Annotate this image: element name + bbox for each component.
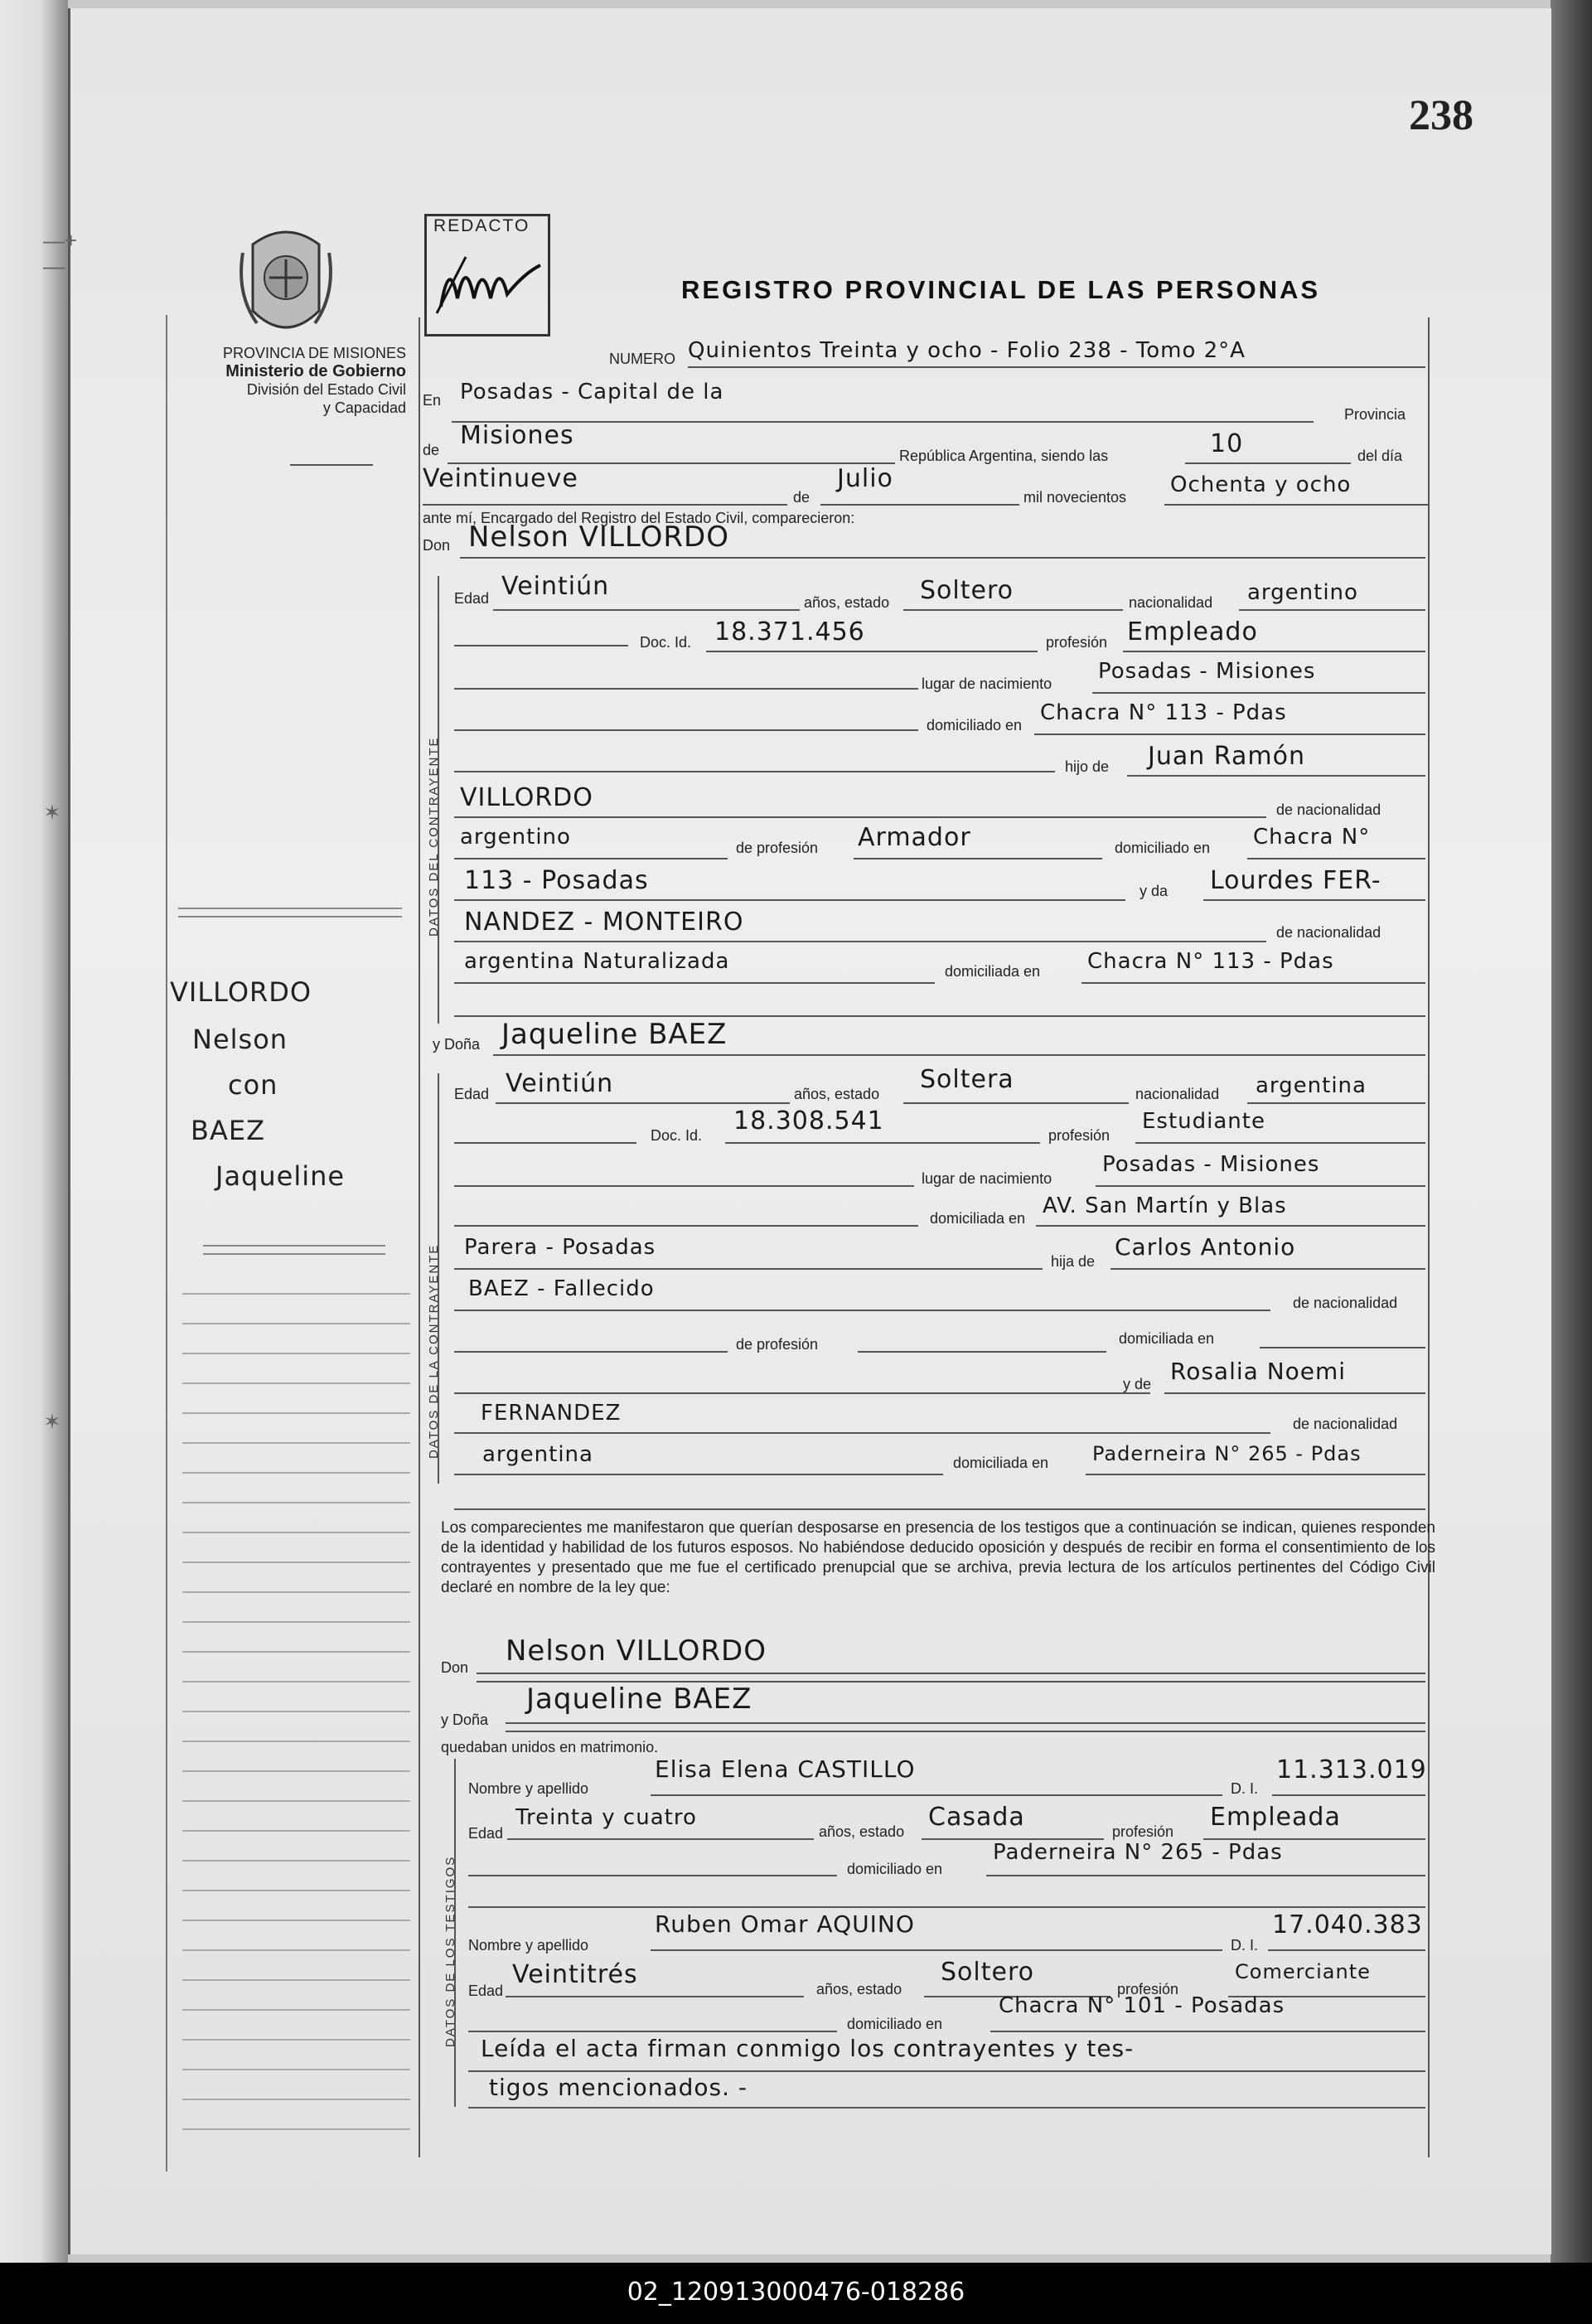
- field-line: [725, 1142, 1040, 1144]
- field-line: [454, 816, 1266, 818]
- field-line: [454, 1508, 1425, 1510]
- padre-surname-2: BAEZ - Fallecido: [468, 1276, 655, 1301]
- declaration-paragraph: Los comparecientes me manifestaron que querían desposarse en presencia de los testigos que a continuación se indican, quienes responden de la identidad y habilidad de los futuros esposos. No habiéndose deducido oposición y después de recibir en forma el consentimiento de los contrayentes y presentado que me fue el certificado prenupcial que se archiva, previa lectura de los artículos pertinentes del Código Civil declaré en nombre de la ley que:: [441, 1519, 1435, 1596]
- field-line: [903, 1102, 1129, 1104]
- margin-rule: [182, 1472, 410, 1474]
- margin-rule: [182, 1920, 410, 1921]
- margin-rule: [182, 1949, 410, 1951]
- division-label: División del Estado Civil: [246, 381, 406, 398]
- republica-label: República Argentina, siendo las: [899, 448, 1109, 464]
- madre-dom-value: Chacra N° 113 - Pdas: [1087, 949, 1334, 974]
- margin-rule: [182, 1502, 410, 1503]
- edad-value: Veintiún: [501, 572, 610, 601]
- estado-label-2: años, estado: [794, 1086, 880, 1102]
- domiciliado-label: domiciliado en: [1115, 840, 1211, 856]
- margin-rule: [182, 1353, 410, 1354]
- left-page-edge: [0, 0, 68, 2263]
- provincia-label: Provincia: [1344, 406, 1406, 423]
- field-line: [1036, 1225, 1425, 1227]
- nacionalidad-value: argentino: [1247, 580, 1358, 605]
- margin-surname: VILLORDO: [170, 976, 312, 1008]
- domiciliada-label-2: domiciliada en: [1119, 1330, 1215, 1347]
- field-line: [1092, 692, 1425, 694]
- de-profesion-label-2: de profesión: [736, 1336, 819, 1353]
- edad-label-2: Edad: [454, 1086, 490, 1102]
- field-line: [454, 1432, 1270, 1434]
- domiciliada-label-3: domiciliada en: [953, 1455, 1049, 1471]
- field-line: [1135, 1142, 1425, 1144]
- lugar-label: lugar de nacimiento: [922, 675, 1052, 692]
- field-line: [454, 1474, 943, 1475]
- madre-value-2: Rosalia Noemi: [1170, 1358, 1347, 1385]
- edad-value-2: Veintiún: [506, 1069, 614, 1098]
- field-line: [1247, 858, 1425, 859]
- t2-nombre-value: Ruben Omar AQUINO: [655, 1910, 915, 1938]
- field-line: [454, 982, 935, 984]
- field-line: [1239, 609, 1425, 611]
- t1-prof-value: Empleada: [1210, 1803, 1341, 1832]
- margin-surname-2: BAEZ: [191, 1115, 265, 1146]
- margin-rule: [182, 2099, 410, 2100]
- profesion-label: profesión: [1046, 634, 1108, 651]
- field-line: [454, 1310, 1270, 1311]
- margin-rule: [182, 1770, 410, 1772]
- dona-value: Jaqueline BAEZ: [501, 1018, 728, 1051]
- margin-rule: [182, 1621, 410, 1623]
- t2-dom-label: domiciliado en: [847, 2016, 943, 2032]
- de2-label: de: [793, 489, 811, 506]
- field-line: [493, 609, 800, 611]
- t1-edad-value: Treinta y cuatro: [515, 1805, 697, 1830]
- doc-value: 18.371.456: [714, 617, 865, 646]
- field-line: [454, 771, 1055, 772]
- dona-label-2: y Doña: [441, 1712, 489, 1728]
- field-line: [688, 366, 1425, 368]
- margin-column: [166, 315, 414, 2171]
- de-label: de: [423, 442, 440, 458]
- field-line: [1260, 1347, 1425, 1348]
- nacionalidad-value-2: argentina: [1256, 1073, 1367, 1098]
- domicilio-value-2: AV. San Martín y Blas: [1043, 1193, 1287, 1218]
- madre-surname-2: FERNANDEZ: [481, 1401, 622, 1426]
- contrayenta-section-label: DATOS DE LA CONTRAYENTE: [427, 1243, 441, 1459]
- field-line: [454, 1268, 1043, 1270]
- field-line: [506, 1996, 804, 1997]
- field-line: [460, 557, 1425, 559]
- domicilio-value-2b: Parera - Posadas: [464, 1235, 656, 1260]
- margin-rule: [182, 2039, 410, 2041]
- y-da-label: y da: [1140, 883, 1169, 899]
- field-line: [1034, 734, 1425, 735]
- margin-rule: [182, 1293, 410, 1295]
- don-label: Don: [423, 537, 451, 554]
- field-line: [468, 1906, 1425, 1908]
- doc-label: Doc. Id.: [640, 634, 692, 651]
- padre-value-2: Carlos Antonio: [1115, 1233, 1296, 1261]
- field-line: [1185, 462, 1351, 464]
- field-line: [454, 1225, 918, 1227]
- en-value: Posadas - Capital de la: [460, 380, 724, 404]
- field-line: [1086, 1474, 1425, 1475]
- margin-firstname: Nelson: [192, 1024, 288, 1055]
- provincia-value: Misiones: [460, 421, 574, 450]
- field-line: [1247, 1102, 1425, 1104]
- testigos-section-label: DATOS DE LOS TESTIGOS: [443, 1855, 457, 2047]
- stamp-label: REDACTO: [433, 216, 530, 235]
- field-line: [454, 899, 1125, 901]
- de-nacionalidad-label-3: de nacionalidad: [1293, 1295, 1398, 1311]
- field-line: [990, 2031, 1425, 2032]
- t2-estado-value: Soltero: [941, 1958, 1034, 1987]
- domiciliada-label: domiciliada en: [945, 963, 1041, 980]
- profesion-label-2: profesión: [1048, 1127, 1111, 1144]
- padre-dom-value-2: 113 - Posadas: [464, 866, 649, 895]
- madre-nac-value: argentina Naturalizada: [464, 949, 730, 974]
- field-line: [1081, 982, 1425, 984]
- y-de-label: y de: [1123, 1376, 1152, 1392]
- field-line: [1268, 1949, 1425, 1951]
- field-line: [452, 421, 1314, 423]
- numero-value: Quinientos Treinta y ocho - Folio 238 - Tomo 2°A: [688, 338, 1246, 363]
- margin-rule: [182, 1561, 410, 1563]
- field-line: [1127, 775, 1425, 777]
- margin-rule: [182, 1412, 410, 1414]
- padre-prof-value: Armador: [858, 823, 971, 852]
- don-label-2: Don: [441, 1659, 469, 1676]
- field-line: [468, 2070, 1425, 2072]
- dona-label: y Doña: [433, 1036, 481, 1053]
- estado-value: Soltero: [920, 576, 1014, 605]
- image-id-caption: 02_120913000476-018286: [627, 2278, 965, 2307]
- margin-rule: [182, 1382, 410, 1384]
- field-line: [493, 1054, 1425, 1056]
- t1-nombre-label: Nombre y apellido: [468, 1780, 589, 1797]
- margin-rule: [182, 1532, 410, 1533]
- field-line: [820, 504, 1019, 506]
- field-line: [1203, 899, 1425, 901]
- del-dia-label: del día: [1357, 448, 1403, 464]
- field-line: [1164, 504, 1428, 506]
- de-nacionalidad-label-4: de nacionalidad: [1293, 1416, 1398, 1432]
- field-line: [468, 1875, 837, 1876]
- mil-label: mil novecientos: [1023, 489, 1127, 506]
- field-line: [506, 1722, 1425, 1724]
- field-line: [651, 1794, 1222, 1796]
- lugar-value: Posadas - Misiones: [1098, 659, 1316, 684]
- quedaban-text: quedaban unidos en matrimonio.: [441, 1739, 659, 1755]
- page-title: REGISTRO PROVINCIAL DE LAS PERSONAS: [681, 275, 1321, 304]
- field-line: [1096, 1185, 1425, 1187]
- field-line: [903, 609, 1123, 611]
- t1-dom-value: Paderneira N° 265 - Pdas: [993, 1840, 1283, 1865]
- margin-rule: [182, 1830, 410, 1832]
- margin-rule: [203, 1245, 385, 1247]
- nacionalidad-label-2: nacionalidad: [1135, 1086, 1220, 1102]
- t2-edad-value: Veintitrés: [512, 1960, 638, 1989]
- dona-value-2: Jaqueline BAEZ: [526, 1682, 752, 1716]
- t2-prof-value: Comerciante: [1235, 1960, 1371, 1983]
- margin-rule: [178, 916, 402, 917]
- folio-number: 238: [1409, 92, 1473, 139]
- padre-surname: VILLORDO: [460, 783, 593, 812]
- lugar-value-2: Posadas - Misiones: [1102, 1152, 1320, 1177]
- field-line: [858, 1351, 1106, 1353]
- field-line: [1111, 1268, 1425, 1270]
- dia-value: Veintinueve: [423, 464, 578, 493]
- division-label-2: y Capacidad: [322, 399, 406, 416]
- field-line: [1164, 1392, 1425, 1394]
- field-line: [454, 1185, 914, 1187]
- numero-label: NUMERO: [609, 351, 675, 367]
- province-label: PROVINCIA DE MISIONES: [222, 345, 406, 361]
- t2-edad-label: Edad: [468, 1983, 504, 1999]
- margin-rule: [182, 1711, 410, 1712]
- doc-value-2: 18.308.541: [733, 1106, 884, 1135]
- margin-rule: [182, 1442, 410, 1444]
- padre-dom-value: Chacra N°: [1253, 825, 1371, 850]
- field-line: [706, 651, 1038, 652]
- margin-rule: [182, 2069, 410, 2070]
- margin-rule: [182, 1591, 410, 1593]
- edad-label: Edad: [454, 590, 490, 607]
- contrayente-section-label: DATOS DEL CONTRAYENTE: [427, 736, 441, 937]
- don-value: Nelson VILLORDO: [468, 520, 729, 554]
- doc-label-2: Doc. Id.: [651, 1127, 703, 1144]
- closing-line-1: Leída el acta firman conmigo los contrayentes y tes-: [481, 2035, 1135, 2062]
- ministry-label: Ministerio de Gobierno: [225, 362, 406, 380]
- hijo-label: hijo de: [1065, 758, 1110, 775]
- field-line: [454, 729, 918, 731]
- field-line: [986, 1875, 1425, 1876]
- estado-value-2: Soltera: [920, 1065, 1014, 1094]
- field-line: [1272, 1794, 1425, 1796]
- t2-nombre-label: Nombre y apellido: [468, 1937, 589, 1954]
- margin-rule: [182, 1890, 410, 1891]
- padre-value: Juan Ramón: [1148, 742, 1305, 771]
- t1-di-label: D. I.: [1231, 1780, 1259, 1797]
- field-line: [454, 1015, 1425, 1017]
- field-line: [454, 688, 918, 690]
- t1-prof-label: profesión: [1112, 1823, 1174, 1840]
- margin-rule: [182, 1681, 410, 1682]
- estado-label: años, estado: [804, 594, 890, 611]
- madre-dom-value-2: Paderneira N° 265 - Pdas: [1092, 1442, 1362, 1465]
- madre-surname: NANDEZ - MONTEIRO: [464, 908, 744, 937]
- margin-firstname-2: Jaqueline: [215, 1160, 346, 1192]
- mes-value: Julio: [837, 464, 893, 493]
- field-line: [454, 941, 1266, 942]
- t1-edad-label: Edad: [468, 1825, 504, 1842]
- t2-dom-value: Chacra N° 101 - Posadas: [999, 1993, 1285, 2018]
- binding-stitch: ✶: [43, 800, 61, 825]
- t1-nombre-value: Elisa Elena CASTILLO: [655, 1755, 916, 1783]
- margin-rule: [182, 2128, 410, 2130]
- de-nacionalidad-label-2: de nacionalidad: [1276, 924, 1382, 941]
- field-line: [507, 1838, 814, 1840]
- field-line: [854, 858, 1102, 859]
- madre-nac-value-2: argentina: [482, 1442, 593, 1467]
- padre-nac-value: argentino: [460, 825, 571, 850]
- madre-value: Lourdes FER-: [1210, 866, 1382, 895]
- en-label: En: [423, 392, 442, 409]
- margin-rule: [182, 2009, 410, 2011]
- closing-line-2: tigos mencionados. -: [489, 2074, 748, 2101]
- field-line: [468, 2031, 837, 2032]
- field-line: [454, 1392, 1150, 1394]
- nacionalidad-label: nacionalidad: [1129, 594, 1213, 611]
- field-line: [454, 1351, 728, 1353]
- de-nacionalidad-label: de nacionalidad: [1276, 801, 1382, 818]
- domicilio-label: domiciliado en: [927, 717, 1023, 734]
- margin-rule: [178, 908, 402, 909]
- margin-rule: [182, 1860, 410, 1862]
- margin-rule: [203, 1253, 385, 1255]
- margin-rule: [182, 1979, 410, 1981]
- t2-estado-label: años, estado: [816, 1981, 902, 1997]
- margin-rule: [182, 1800, 410, 1802]
- de-profesion-label: de profesión: [736, 840, 819, 856]
- lugar-label-2: lugar de nacimiento: [922, 1170, 1052, 1187]
- field-line: [423, 504, 787, 506]
- domicilio-label-2: domiciliada en: [930, 1210, 1026, 1227]
- hora-value: 10: [1210, 429, 1244, 458]
- t2-di-label: D. I.: [1231, 1937, 1259, 1954]
- binding-stitch: —+—: [43, 228, 78, 278]
- field-line: [496, 1102, 790, 1104]
- field-line: [506, 1731, 1425, 1732]
- t1-di-value: 11.313.019: [1276, 1755, 1427, 1784]
- margin-rule: [182, 1323, 410, 1324]
- anio-value: Ochenta y ocho: [1170, 472, 1352, 497]
- book-cover-edge: [1551, 0, 1592, 2263]
- t2-di-value: 17.040.383: [1272, 1910, 1423, 1939]
- field-line: [468, 2107, 1425, 2109]
- t2-prof-label: profesión: [1117, 1981, 1179, 1997]
- binding-stitch: ✶: [43, 1409, 61, 1434]
- field-line: [454, 645, 628, 646]
- profesion-value-2: Estudiante: [1142, 1109, 1265, 1134]
- margin-rule: [182, 1741, 410, 1742]
- hija-label: hija de: [1051, 1253, 1096, 1270]
- field-line: [454, 1142, 636, 1144]
- domicilio-value: Chacra N° 113 - Pdas: [1040, 700, 1287, 725]
- margin-conjunction: con: [228, 1069, 278, 1101]
- t1-estado-label: años, estado: [819, 1823, 905, 1840]
- field-line: [454, 858, 728, 859]
- ante-mi-text: ante mí, Encargado del Registro del Estado Civil, comparecieron:: [423, 510, 855, 526]
- don-value-2: Nelson VILLORDO: [506, 1634, 767, 1668]
- margin-rule: [182, 1651, 410, 1653]
- profesion-value: Empleado: [1127, 617, 1258, 646]
- field-line: [1123, 651, 1425, 652]
- field-line: [477, 1673, 1425, 1674]
- t1-dom-label: domiciliado en: [847, 1861, 943, 1877]
- t1-estado-value: Casada: [928, 1803, 1025, 1832]
- field-line: [651, 1949, 1222, 1951]
- signature-icon: [433, 240, 549, 323]
